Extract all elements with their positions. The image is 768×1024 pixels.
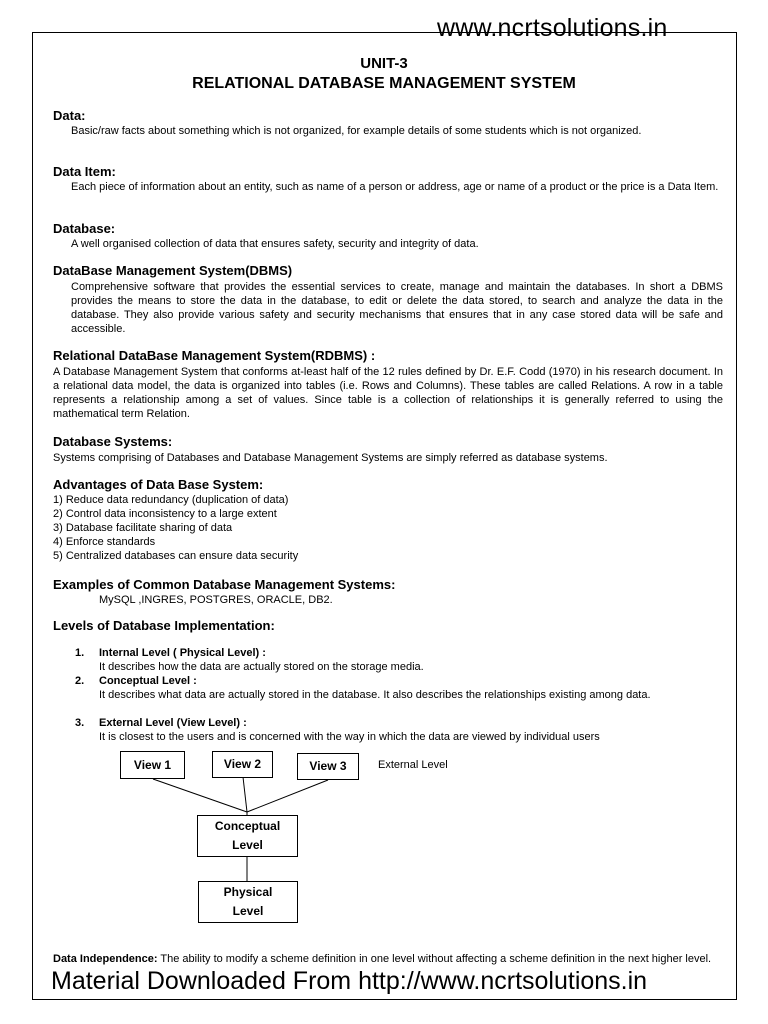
level-number: 3. — [75, 717, 85, 729]
heading-data: Data: — [53, 108, 86, 123]
view-1-box — [120, 751, 185, 779]
view-2-label: View 2 — [223, 757, 262, 771]
unit-label: UNIT-3 — [360, 55, 408, 72]
physical-level-line-1: Physical — [223, 885, 273, 899]
watermark-top: www.ncrtsolutions.in — [437, 14, 668, 42]
level-number: 2. — [75, 675, 85, 687]
level-number: 1. — [75, 647, 85, 659]
text-data: Basic/raw facts about something which is not organized, for example details of some students which is not organized. — [71, 125, 642, 137]
page-title: RELATIONAL DATABASE MANAGEMENT SYSTEM — [192, 75, 576, 92]
conceptual-level-line-1: Conceptual — [214, 819, 281, 833]
view-1-label: View 1 — [133, 757, 172, 772]
text-database: A well organised collection of data that ensures safety, security and integrity of data. — [71, 238, 479, 250]
heading-examples: Examples of Common Database Management Systems: — [53, 577, 396, 592]
conceptual-level-line-2: Level — [232, 838, 263, 852]
heading-rdbms: Relational DataBase Management System(RDBMS) : — [53, 348, 376, 363]
level-title: Conceptual Level : — [99, 675, 197, 687]
list-item: 5) Centralized databases can ensure data security — [53, 550, 299, 562]
text-dbms: Comprehensive software that provides the essential services to create, manage and maintain the databases. In short a DBMS provides the means to store the data in the database, to edit or delete the data stored, to search and analyze the data in the database. They also provide various safety and security mechanisms that ensures that in any case stored data will be safe and accessible. — [71, 281, 723, 335]
physical-level-line-2: Level — [232, 904, 264, 918]
external-level-label: External Level — [378, 759, 448, 771]
view-2-box — [212, 751, 273, 778]
heading-database: Database: — [53, 221, 116, 236]
text-data-item: Each piece of information about an entity, such as name of a person or address, age or name of a product or the price is a Data Item. — [71, 181, 719, 193]
level-title: Internal Level ( Physical Level) : — [99, 647, 266, 659]
data-independence-text: The ability to modify a scheme definition in one level without affecting a scheme definition in the next higher level. — [157, 953, 712, 965]
data-independence-paragraph — [53, 952, 723, 966]
heading-dbms: DataBase Management System(DBMS) — [53, 263, 293, 278]
watermark-bottom: Material Downloaded From http://www.ncrtsolutions.in — [51, 967, 648, 995]
level-title: External Level (View Level) : — [99, 717, 247, 729]
text-rdbms: A Database Management System that conforms at-least half of the 12 rules defined by Dr. E.F. Codd (1970) in his research document. In a relational data model, the data is organized into tables (i.e. Rows and Columns). These tables are called Relations. A row in a table represents a relationship among a set of values. Since table is a collection of relationships it is generally referred to using the mathematical term Relation. — [53, 366, 723, 420]
level-description: It describes how the data are actually stored on the storage media. — [99, 661, 424, 673]
heading-database-systems: Database Systems: — [53, 434, 173, 449]
heading-data-item: Data Item: — [53, 164, 116, 179]
view-3-label: View 3 — [309, 759, 347, 773]
physical-level-box — [198, 881, 298, 923]
list-item: 4) Enforce standards — [53, 536, 156, 548]
list-item: 3) Database facilitate sharing of data — [53, 522, 233, 534]
heading-advantages: Advantages of Data Base System: — [53, 477, 264, 492]
text-examples: MySQL ,INGRES, POSTGRES, ORACLE, DB2. — [99, 594, 333, 606]
text-database-systems: Systems comprising of Databases and Database Management Systems are simply referred as database systems. — [53, 452, 608, 464]
view-3-box — [297, 753, 359, 780]
level-description: It is closest to the users and is concerned with the way in which the data are viewed by individual users — [99, 731, 600, 743]
list-item: 2) Control data inconsistency to a large extent — [53, 508, 277, 520]
heading-levels: Levels of Database Implementation: — [53, 618, 275, 633]
level-description: It describes what data are actually stored in the database. It also describes the relationships existing among data. — [99, 689, 651, 701]
data-independence-label: Data Independence: — [53, 953, 158, 965]
conceptual-level-box — [197, 815, 298, 857]
list-item: 1) Reduce data redundancy (duplication of data) — [53, 494, 289, 506]
